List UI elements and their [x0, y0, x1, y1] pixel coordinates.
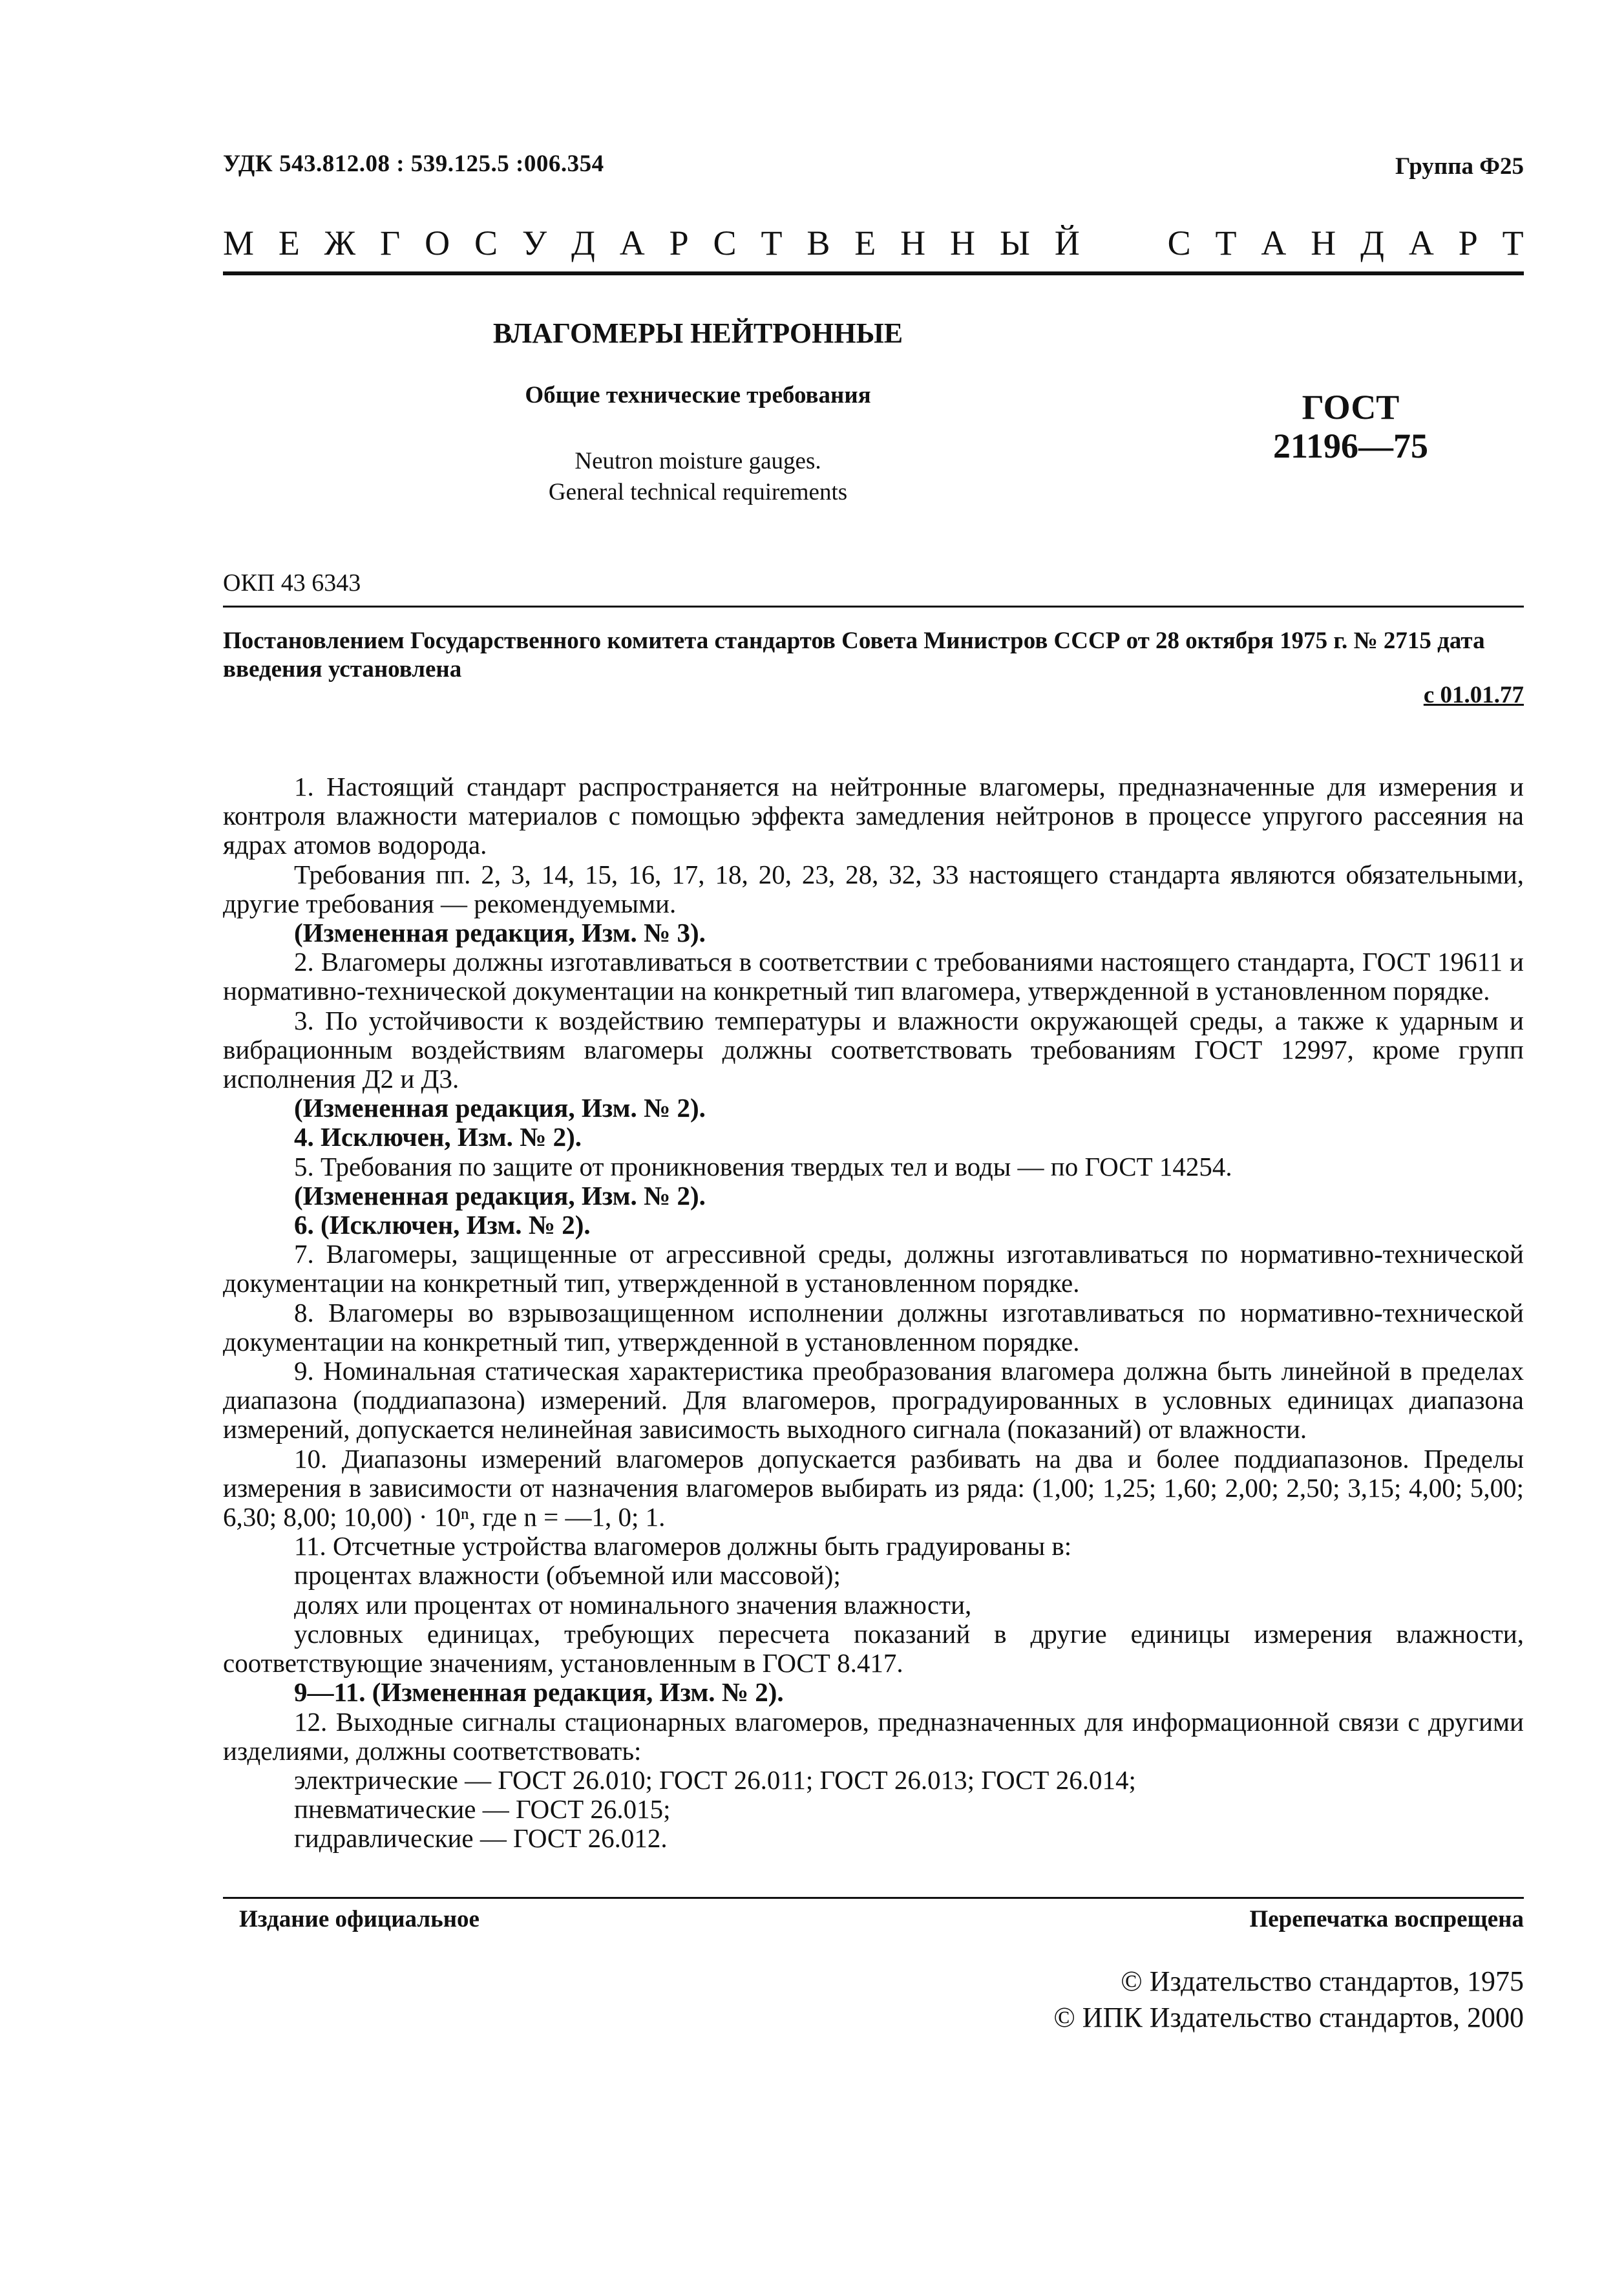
banner-letter: Е	[278, 224, 300, 262]
banner-letter: Д	[571, 224, 595, 262]
banner-letter: Г	[380, 224, 401, 262]
gost-number	[1228, 388, 1473, 465]
reprint-prohibited-label: Перепечатка воспрещена	[1249, 1906, 1524, 1932]
copyright-block	[1053, 1963, 1524, 2036]
clause-11-item-a: процентах влажности (объемной или массовой);	[294, 1560, 841, 1591]
banner-letter: О	[425, 224, 450, 262]
clause-3-amendment: (Измененная редакция, Изм. № 2).	[294, 1093, 706, 1123]
document-body	[223, 772, 1524, 1854]
clause-11: 11. Отсчетные устройства влагомеров должны быть градуированы в:	[294, 1531, 1072, 1561]
banner-letter: Т	[761, 224, 783, 262]
gost-label: ГОСТ	[1302, 388, 1400, 427]
banner-letter: Р	[1458, 224, 1478, 262]
header-rule	[223, 271, 1524, 275]
clause-7: 7. Влагомеры, защищенные от агрессивной среды, должны изготавливаться по нормативно-технической документации на конкретный тип, утвержденной в установленном порядке.	[223, 1239, 1524, 1298]
banner-letter: Е	[854, 224, 876, 262]
banner-letter: Т	[1215, 224, 1237, 262]
clause-12-item-b: пневматические — ГОСТ 26.015;	[294, 1794, 671, 1825]
effective-date: с 01.01.77	[1423, 682, 1524, 708]
banner-letter: Т	[1502, 224, 1524, 262]
clause-6: 6. (Исключен, Изм. № 2).	[294, 1210, 591, 1240]
interstate-standard-banner	[223, 223, 1524, 263]
copyright-1975: © Издательство стандартов, 1975	[1121, 1965, 1524, 1997]
banner-letter: Н	[1311, 224, 1336, 262]
banner-letter: Д	[1360, 224, 1384, 262]
group-code: Группа Ф25	[1395, 153, 1524, 180]
english-title-line1: Neutron moisture gauges.	[575, 448, 821, 474]
banner-letter: С	[713, 224, 737, 262]
banner-letter: М	[223, 224, 255, 262]
clause-10: 10. Диапазоны измерений влагомеров допускается разбивать на два и более поддиапазонов. Пределы измерения в зависимости от назначения влагомеров выбирать из ряда: (1,00; 1,25; 1,60; 2,00; 2,50; 3,15; 4,00; 5,00; 6,30; 8,00; 10,00) · 10ⁿ, где n = —1, 0; 1.	[223, 1443, 1524, 1532]
english-title	[491, 446, 905, 508]
document-subtitle: Общие технические требования	[525, 382, 871, 408]
banner-word-gap	[1104, 223, 1143, 263]
clause-8: 8. Влагомеры во взрывозащищенном исполнении должны изготавливаться по нормативно-технической документации на конкретный тип, утвержденной в установленном порядке.	[223, 1297, 1524, 1357]
clause-9-11-amendment: 9—11. (Измененная редакция, Изм. № 2).	[294, 1677, 784, 1708]
clause-9: 9. Номинальная статическая характеристика преобразования влагомера должна быть линейной в пределах диапазона (поддиапазона) измерений. Для влагомеров, проградуированных в условных единицах диапазона измерений, допускается нелинейная зависимость выходного сигнала (показаний) от влажности.	[223, 1356, 1524, 1444]
document-title: ВЛАГОМЕРЫ НЕЙТРОННЫЕ	[492, 317, 903, 349]
clause-5: 5. Требования по защите от проникновения твердых тел и воды — по ГОСТ 14254.	[294, 1151, 1232, 1181]
banner-letter: У	[522, 224, 547, 262]
clause-2: 2. Влагомеры должны изготавливаться в соответствии с требованиями настоящего стандарта, ГОСТ 19611 и нормативно-технической документации на конкретный тип влагомера, утвержденной в установленном порядке.	[223, 947, 1524, 1006]
clause-3: 3. По устойчивости к воздействию температуры и влажности окружающей среды, а также к ударным и вибрационным воздействиям влагомеры должны соответствовать требованиям ГОСТ 12997, кроме групп исполнения Д2 и Д3.	[223, 1005, 1524, 1094]
clause-1-requirements: Требования пп. 2, 3, 14, 15, 16, 17, 18, 20, 23, 28, 32, 33 настоящего стандарта являются обязательными, другие требования — рекомендуемыми.	[223, 859, 1524, 918]
clause-1-amendment: (Измененная редакция, Изм. № 3).	[294, 918, 706, 948]
gost-code: 21196—75	[1272, 427, 1429, 465]
footer-rule	[223, 1897, 1524, 1899]
copyright-2000: © ИПК Издательство стандартов, 2000	[1053, 2002, 1524, 2033]
banner-letter: Н	[900, 224, 926, 262]
clause-12-item-c: гидравлические — ГОСТ 26.012.	[294, 1823, 668, 1854]
clause-1: 1. Настоящий стандарт распространяется на нейтронные влагомеры, предназначенные для измерения и контроля влажности материалов с помощью эффекта замедления нейтронов в процессе упругого рассеяния на ядрах атомов водорода.	[223, 772, 1524, 860]
banner-letter: Р	[669, 224, 689, 262]
banner-letter: А	[1408, 224, 1434, 262]
clause-4: 4. Исключен, Изм. № 2).	[294, 1122, 582, 1152]
english-title-line2: General technical requirements	[548, 479, 848, 505]
clause-11-item-b: долях или процентах от номинального значения влажности,	[294, 1589, 972, 1620]
udk-code: УДК 543.812.08 : 539.125.5 :006.354	[223, 151, 604, 177]
banner-letter: В	[807, 224, 830, 262]
clause-12-item-a: электрические — ГОСТ 26.010; ГОСТ 26.011; ГОСТ 26.013; ГОСТ 26.014;	[294, 1764, 1136, 1795]
clause-5-amendment: (Измененная редакция, Изм. № 2).	[294, 1180, 706, 1211]
banner-letter: А	[619, 224, 645, 262]
okp-code: ОКП 43 6343	[223, 569, 361, 597]
banner-letter: Н	[949, 224, 975, 262]
banner-letter: А	[1261, 224, 1287, 262]
banner-letter: Й	[1054, 224, 1080, 262]
banner-letter: Ы	[999, 224, 1030, 262]
decree-text: Постановлением Государственного комитета стандартов Совета Министров СССР от 28 октября 1975 г. № 2715 дата введения установлена	[223, 628, 1485, 682]
banner-letter: Ж	[324, 224, 356, 262]
official-edition-label: Издание официальное	[239, 1906, 480, 1932]
okp-rule	[223, 606, 1524, 608]
clause-11-item-c: условных единицах, требующих пересчета показаний в другие единицы измерения влажности, соответствующие значениям, установленным в ГОСТ 8.417.	[223, 1618, 1524, 1678]
banner-letter: С	[1167, 224, 1191, 262]
clause-12: 12. Выходные сигналы стационарных влагомеров, предназначенных для информационной связи с другими изделиями, должны соответствовать:	[223, 1706, 1524, 1766]
banner-letter: С	[474, 224, 498, 262]
